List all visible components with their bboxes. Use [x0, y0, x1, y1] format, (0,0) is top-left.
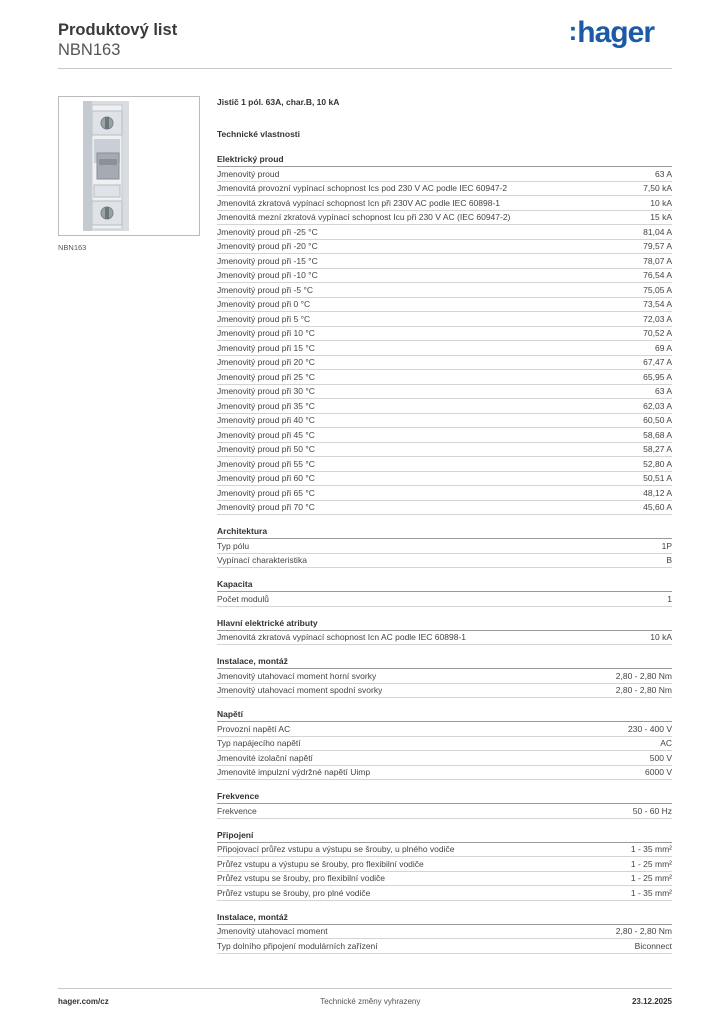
spec-value: 2,80 - 2,80 Nm — [615, 670, 672, 681]
spec-row — [217, 886, 672, 901]
spec-label: Jmenovitý proud při 35 °C — [217, 400, 315, 411]
spec-value: Biconnect — [634, 940, 672, 951]
spec-label: Jmenovitý proud při 0 °C — [217, 299, 311, 310]
spec-section — [217, 153, 672, 515]
spec-row — [217, 766, 672, 781]
spec-label: Jmenovitý proud při 50 °C — [217, 444, 315, 455]
spec-row — [217, 298, 672, 313]
spec-value: 65,95 A — [643, 371, 672, 382]
spec-label: Typ pólu — [217, 540, 250, 551]
spec-row — [217, 486, 672, 501]
spec-label: Frekvence — [217, 805, 257, 816]
spec-value: AC — [660, 738, 672, 749]
spec-row — [217, 539, 672, 554]
spec-label: Jmenovité impulzní výdržné napětí Uimp — [217, 767, 371, 778]
spec-value: 58,68 A — [643, 429, 672, 440]
spec-row — [217, 385, 672, 400]
footer — [58, 997, 672, 1006]
spec-row — [217, 254, 672, 269]
spec-label: Jmenovitý utahovací moment spodní svorky — [217, 685, 383, 696]
spec-label: Jmenovitý proud při 15 °C — [217, 342, 315, 353]
spec-section — [217, 708, 672, 780]
spec-label: Průřez vstupu a výstupu se šrouby, pro flexibilní vodiče — [217, 858, 424, 869]
section-title: Elektrický proud — [217, 153, 672, 167]
spec-label: Jmenovitý proud při 60 °C — [217, 473, 315, 484]
image-caption: NBN163 — [58, 243, 87, 252]
spec-row — [217, 182, 672, 197]
spec-label: Typ napájecího napětí — [217, 738, 301, 749]
spec-value: 72,03 A — [643, 313, 672, 324]
spec-value: 78,07 A — [643, 255, 672, 266]
spec-value: 1 - 35 mm² — [630, 887, 672, 898]
spec-row — [217, 554, 672, 569]
spec-label: Jmenovitý proud při -15 °C — [217, 255, 318, 266]
product-content — [217, 96, 672, 954]
spec-value: 67,47 A — [643, 357, 672, 368]
spec-value: 58,27 A — [643, 444, 672, 455]
spec-label: Jmenovitá zkratová vypínací schopnost Icn AC podle IEC 60898-1 — [217, 632, 466, 643]
spec-value: 10 kA — [650, 632, 672, 643]
spec-label: Jmenovitý proud při -25 °C — [217, 226, 318, 237]
spec-row — [217, 843, 672, 858]
spec-value: 230 - 400 V — [628, 723, 672, 734]
spec-label: Jmenovitá zkratová vypínací schopnost Icn při 230V AC podle IEC 60898-1 — [217, 197, 501, 208]
spec-row — [217, 428, 672, 443]
spec-value: 1P — [661, 540, 672, 551]
spec-sections — [217, 153, 672, 954]
spec-label: Jmenovitá mezní zkratová vypínací schopnost Icu při 230 V AC (IEC 60947-2) — [217, 212, 511, 223]
spec-label: Jmenovitý proud při 55 °C — [217, 458, 315, 469]
spec-label: Vypínací charakteristika — [217, 555, 307, 566]
spec-row — [217, 722, 672, 737]
spec-row — [217, 457, 672, 472]
spec-section — [217, 655, 672, 698]
spec-label: Typ dolního připojení modulárních zařízení — [217, 940, 378, 951]
footer-website: hager.com/cz — [58, 997, 109, 1006]
spec-label: Provozní napětí AC — [217, 723, 291, 734]
spec-label: Počet modulů — [217, 593, 269, 604]
spec-row — [217, 925, 672, 940]
section-title: Frekvence — [217, 790, 672, 804]
spec-value: 75,05 A — [643, 284, 672, 295]
spec-row — [217, 370, 672, 385]
spec-row — [217, 939, 672, 954]
section-title: Napětí — [217, 708, 672, 722]
spec-label: Jmenovitý proud při 70 °C — [217, 502, 315, 513]
header — [58, 20, 177, 60]
spec-row — [217, 167, 672, 182]
spec-value: 15 kA — [650, 212, 672, 223]
spec-section — [217, 790, 672, 819]
spec-label: Jmenovitý proud při 65 °C — [217, 487, 315, 498]
spec-label: Jmenovitý proud při -20 °C — [217, 241, 318, 252]
spec-row — [217, 872, 672, 887]
spec-value: 1 — [667, 593, 672, 604]
header-divider — [58, 68, 672, 69]
spec-label: Jmenovitý proud při 45 °C — [217, 429, 315, 440]
spec-value: 52,80 A — [643, 458, 672, 469]
spec-row — [217, 414, 672, 429]
hager-logo: :hager — [568, 16, 654, 49]
spec-label: Jmenovitý proud — [217, 168, 280, 179]
spec-value: 2,80 - 2,80 Nm — [615, 926, 672, 937]
spec-value: 48,12 A — [643, 487, 672, 498]
spec-section — [217, 617, 672, 646]
spec-row — [217, 399, 672, 414]
footer-divider — [58, 988, 672, 989]
spec-label: Jmenovitá provozní vypínací schopnost Ics pod 230 V AC podle IEC 60947-2 — [217, 183, 508, 194]
footer-date: 23.12.2025 — [631, 997, 672, 1006]
spec-label: Jmenovitý utahovací moment — [217, 926, 328, 937]
spec-row — [217, 283, 672, 298]
spec-row — [217, 341, 672, 356]
section-title: Kapacita — [217, 578, 672, 592]
spec-value: 500 V — [649, 752, 672, 763]
spec-value: 1 - 35 mm² — [630, 844, 672, 855]
spec-row — [217, 631, 672, 646]
spec-value: 60,50 A — [643, 415, 672, 426]
document-title: Produktový list — [58, 21, 178, 39]
spec-row — [217, 804, 672, 819]
spec-row — [217, 501, 672, 516]
spec-row — [217, 196, 672, 211]
spec-row — [217, 327, 672, 342]
spec-value: 45,60 A — [643, 502, 672, 513]
spec-section — [217, 911, 672, 954]
spec-value: 62,03 A — [643, 400, 672, 411]
spec-label: Jmenovitý proud při 10 °C — [217, 328, 315, 339]
spec-value: 79,57 A — [643, 241, 672, 252]
spec-value: 50 - 60 Hz — [632, 805, 672, 816]
spec-value: 81,04 A — [643, 226, 672, 237]
spec-label: Průřez vstupu se šrouby, pro plné vodiče — [217, 887, 371, 898]
product-title: Jistič 1 pól. 63A, char.B, 10 kA — [217, 97, 340, 107]
section-title: Instalace, montáž — [217, 911, 672, 925]
spec-label: Připojovací průřez vstupu a výstupu se šrouby, u plného vodiče — [217, 844, 455, 855]
spec-row — [217, 443, 672, 458]
spec-label: Průřez vstupu se šrouby, pro flexibilní vodiče — [217, 873, 386, 884]
spec-value: B — [666, 555, 672, 566]
spec-label: Jmenovité izolační napětí — [217, 752, 313, 763]
spec-value: 1 - 25 mm² — [630, 873, 672, 884]
spec-label: Jmenovitý proud při 25 °C — [217, 371, 315, 382]
section-title: Hlavní elektrické atributy — [217, 617, 672, 631]
spec-row — [217, 240, 672, 255]
spec-label: Jmenovitý proud při -5 °C — [217, 284, 313, 295]
spec-row — [217, 669, 672, 684]
spec-value: 63 A — [654, 386, 672, 397]
spec-row — [217, 211, 672, 226]
spec-label: Jmenovitý proud při -10 °C — [217, 270, 318, 281]
product-image — [58, 96, 200, 236]
section-title: Architektura — [217, 525, 672, 539]
section-title: Instalace, montáž — [217, 655, 672, 669]
spec-value: 1 - 25 mm² — [630, 858, 672, 869]
spec-section — [217, 578, 672, 607]
spec-label: Jmenovitý proud při 30 °C — [217, 386, 315, 397]
spec-label: Jmenovitý proud při 5 °C — [217, 313, 311, 324]
spec-row — [217, 472, 672, 487]
spec-row — [217, 356, 672, 371]
spec-row — [217, 269, 672, 284]
circuit-breaker-image — [59, 97, 199, 235]
spec-value: 63 A — [654, 168, 672, 179]
spec-value: 73,54 A — [643, 299, 672, 310]
spec-value: 6000 V — [645, 767, 672, 778]
spec-value: 69 A — [654, 342, 672, 353]
spec-section — [217, 829, 672, 901]
spec-value: 10 kA — [650, 197, 672, 208]
spec-value: 76,54 A — [643, 270, 672, 281]
spec-row — [217, 751, 672, 766]
spec-value: 2,80 - 2,80 Nm — [615, 685, 672, 696]
section-title: Připojení — [217, 829, 672, 843]
spec-value: 7,50 kA — [643, 183, 672, 194]
spec-row — [217, 312, 672, 327]
spec-row — [217, 737, 672, 752]
spec-value: 70,52 A — [643, 328, 672, 339]
spec-label: Jmenovitý proud při 20 °C — [217, 357, 315, 368]
footer-note: Technické změny vyhrazeny — [320, 997, 421, 1006]
spec-row — [217, 857, 672, 872]
spec-value: 50,51 A — [643, 473, 672, 484]
spec-row — [217, 592, 672, 607]
spec-label: Jmenovitý proud při 40 °C — [217, 415, 315, 426]
spec-row — [217, 684, 672, 699]
spec-section — [217, 525, 672, 568]
spec-label: Jmenovitý utahovací moment horní svorky — [217, 670, 377, 681]
product-code: NBN163 — [58, 41, 121, 59]
logo-text: hager — [577, 16, 654, 49]
spec-row — [217, 225, 672, 240]
technical-properties-heading: Technické vlastnosti — [217, 129, 300, 139]
